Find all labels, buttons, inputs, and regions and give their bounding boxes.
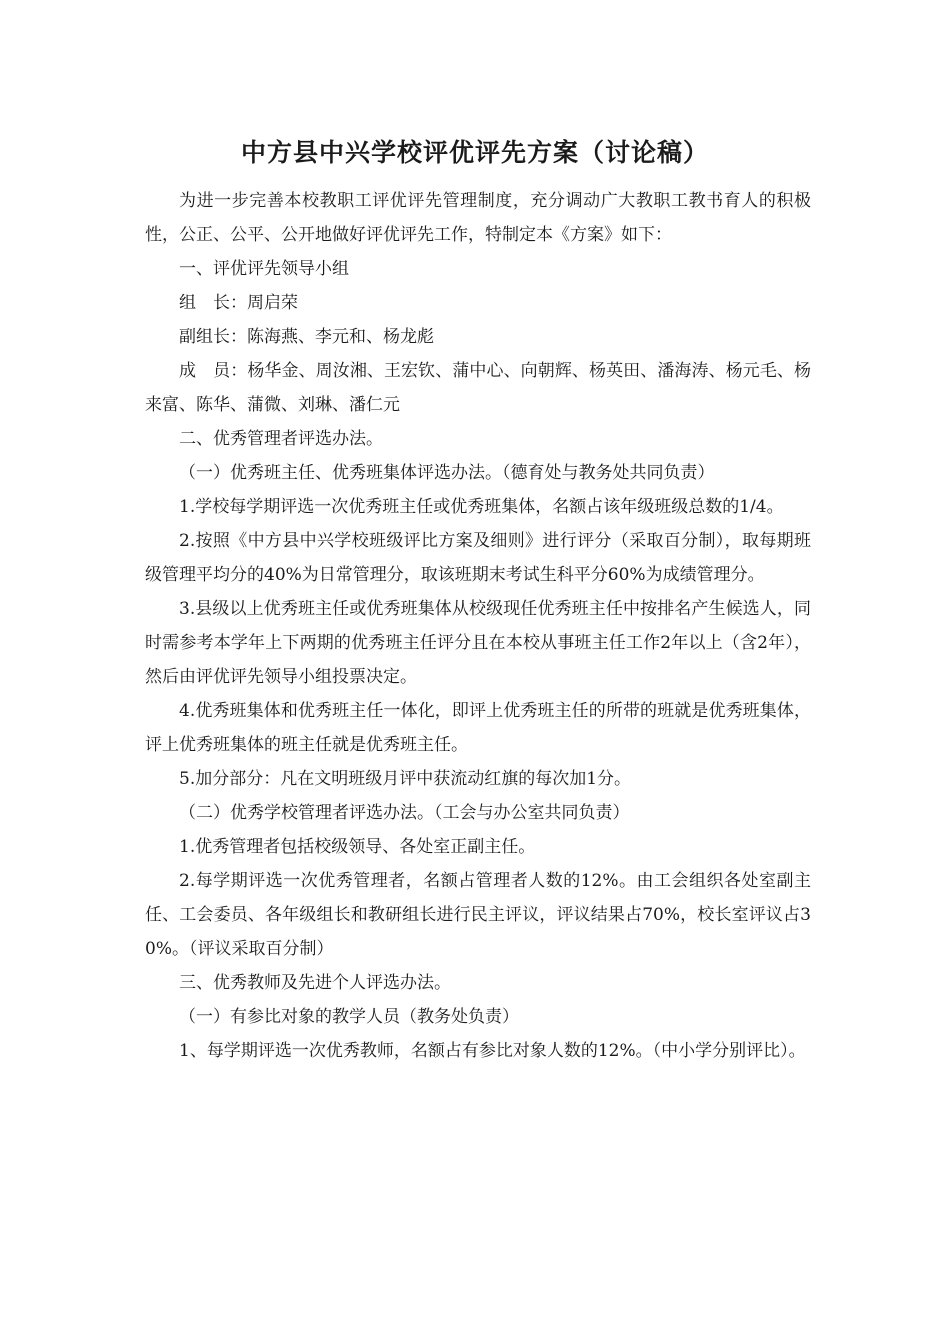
subsection-heading-class-teacher: （一）优秀班主任、优秀班集体评选办法。（德育处与教务处共同负责）	[179, 463, 715, 483]
rule-paragraph: 1.优秀管理者包括校级领导、各处室正副主任。	[179, 837, 536, 857]
rule-paragraph: 2.每学期评选一次优秀管理者，名额占管理者人数的12%。由工会组织各处室副主任、工会委员、各年级组长和教研组长进行民主评议，评议结果占70%，校长室评议占30%。（评议采取百分制）	[145, 871, 811, 959]
document-body	[145, 184, 811, 1068]
rule-paragraph: 1.学校每学期评选一次优秀班主任或优秀班集体，名额占该年级班级总数的1/4。	[179, 497, 784, 517]
document-title: 中方县中兴学校评优评先方案（讨论稿）	[240, 138, 709, 167]
section-heading-teachers: 三、优秀教师及先进个人评选办法。	[179, 973, 451, 993]
subsection-heading-teaching-staff: （一）有参比对象的教学人员（教务处负责）	[179, 1007, 519, 1027]
rule-paragraph: 3.县级以上优秀班主任或优秀班集体从校级现任优秀班主任中按排名产生候选人，同时需参考本学年上下两期的优秀班主任评分且在本校从事班主任工作2年以上（含2年），然后由评优评先领导小组投票决定。	[145, 599, 811, 687]
section-heading-managers: 二、优秀管理者评选办法。	[179, 429, 383, 449]
rule-paragraph: 4.优秀班集体和优秀班主任一体化，即评上优秀班主任的所带的班就是优秀班集体，评上优秀班集体的班主任就是优秀班主任。	[145, 701, 811, 755]
members-line: 成 员：杨华金、周汝湘、王宏钦、蒲中心、向朝辉、杨英田、潘海涛、杨元毛、杨来富、陈华、蒲微、刘琳、潘仁元	[145, 361, 811, 415]
rule-paragraph: 1、每学期评选一次优秀教师，名额占有参比对象人数的12%。（中小学分别评比）。	[179, 1041, 806, 1061]
rule-paragraph: 2.按照《中方县中兴学校班级评比方案及细则》进行评分（采取百分制），取每期班级管理平均分的40%为日常管理分，取该班期末考试生科平分60%为成绩管理分。	[145, 531, 811, 585]
deputy-leaders-line: 副组长：陈海燕、李元和、杨龙彪	[179, 327, 434, 347]
intro-paragraph: 为进一步完善本校教职工评优评先管理制度，充分调动广大教职工教书育人的积极性，公正、公平、公开地做好评优评先工作，特制定本《方案》如下：	[145, 191, 811, 245]
subsection-heading-school-managers: （二）优秀学校管理者评选办法。（工会与办公室共同负责）	[179, 803, 630, 823]
group-leader-line: 组 长：周启荣	[179, 293, 298, 313]
section-heading-leadership-group: 一、评优评先领导小组	[179, 259, 349, 279]
rule-paragraph: 5.加分部分：凡在文明班级月评中获流动红旗的每次加1分。	[179, 769, 632, 789]
